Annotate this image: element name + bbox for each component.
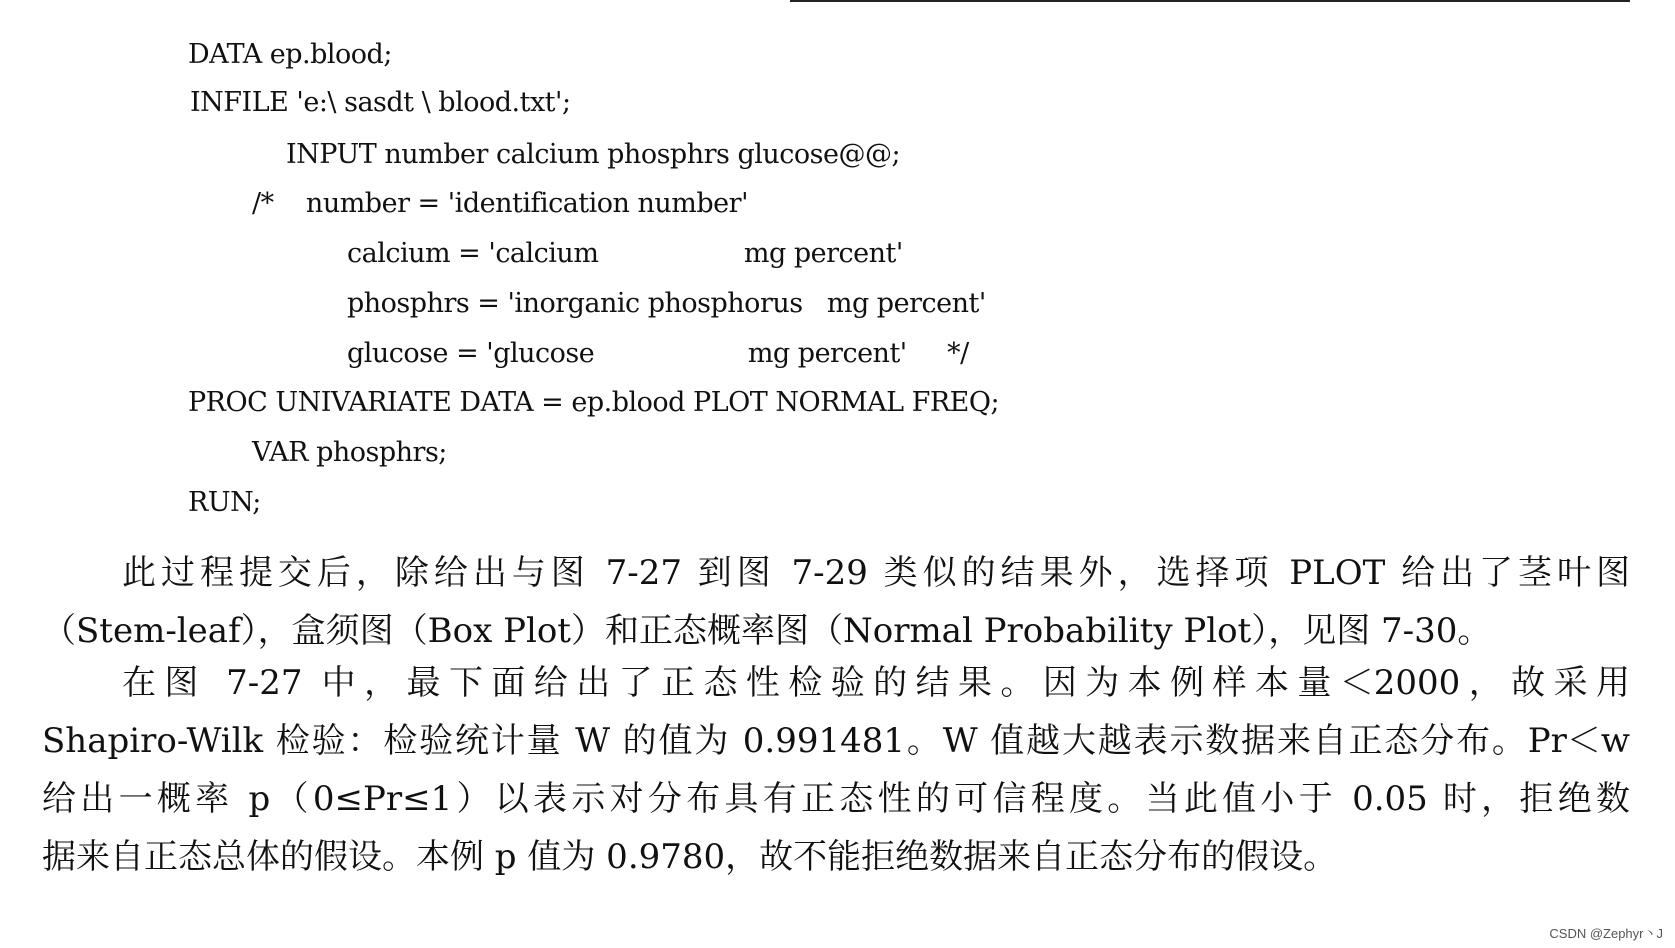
paragraph-line: 给出一概率 p（0≤Pr≤1）以表示对分布具有正态性的可信程度。当此值小于 0.05 时，拒绝数 — [42, 779, 1630, 819]
code-line: RUN; — [188, 487, 261, 518]
paragraph-1 — [42, 544, 1630, 660]
code-line: /* number = 'identification number' — [252, 188, 748, 219]
code-line: VAR phosphrs; — [252, 437, 447, 468]
paragraph-line: Shapiro-Wilk 检验：检验统计量 W 的值为 0.991481。W 值越大越表示数据来自正态分布。Pr＜w — [42, 721, 1630, 761]
top-rule — [790, 0, 1630, 2]
code-line: DATA ep.blood; — [188, 39, 392, 70]
paragraph-2 — [42, 654, 1630, 886]
code-line: phosphrs = 'inorganic phosphorus mg percent' — [347, 288, 986, 319]
paragraph-line: 在图 7-27 中，最下面给出了正态性检验的结果。因为本例样本量＜2000，故采用 — [122, 663, 1630, 703]
paragraph-line: 此过程提交后，除给出与图 7-27 到图 7-29 类似的结果外，选择项 PLOT 给出了茎叶图 — [122, 553, 1630, 593]
code-line: glucose = 'glucose mg percent' */ — [347, 338, 969, 369]
paragraph-line: 据来自正态总体的假设。本例 p 值为 0.9780，故不能拒绝数据来自正态分布的假设。 — [42, 837, 1338, 877]
code-line: INPUT number calcium phosphrs glucose@@; — [286, 139, 901, 170]
code-line: INFILE 'e:\ sasdt \ blood.txt'; — [190, 87, 571, 118]
code-line: PROC UNIVARIATE DATA = ep.blood PLOT NORMAL FREQ; — [188, 387, 1000, 418]
watermark: CSDN @Zephyr丶J — [1549, 926, 1663, 941]
paragraph-line: （Stem-leaf），盒须图（Box Plot）和正态概率图（Normal Probability Plot），见图 7-30。 — [42, 611, 1492, 651]
code-line: calcium = 'calcium mg percent' — [347, 238, 903, 269]
